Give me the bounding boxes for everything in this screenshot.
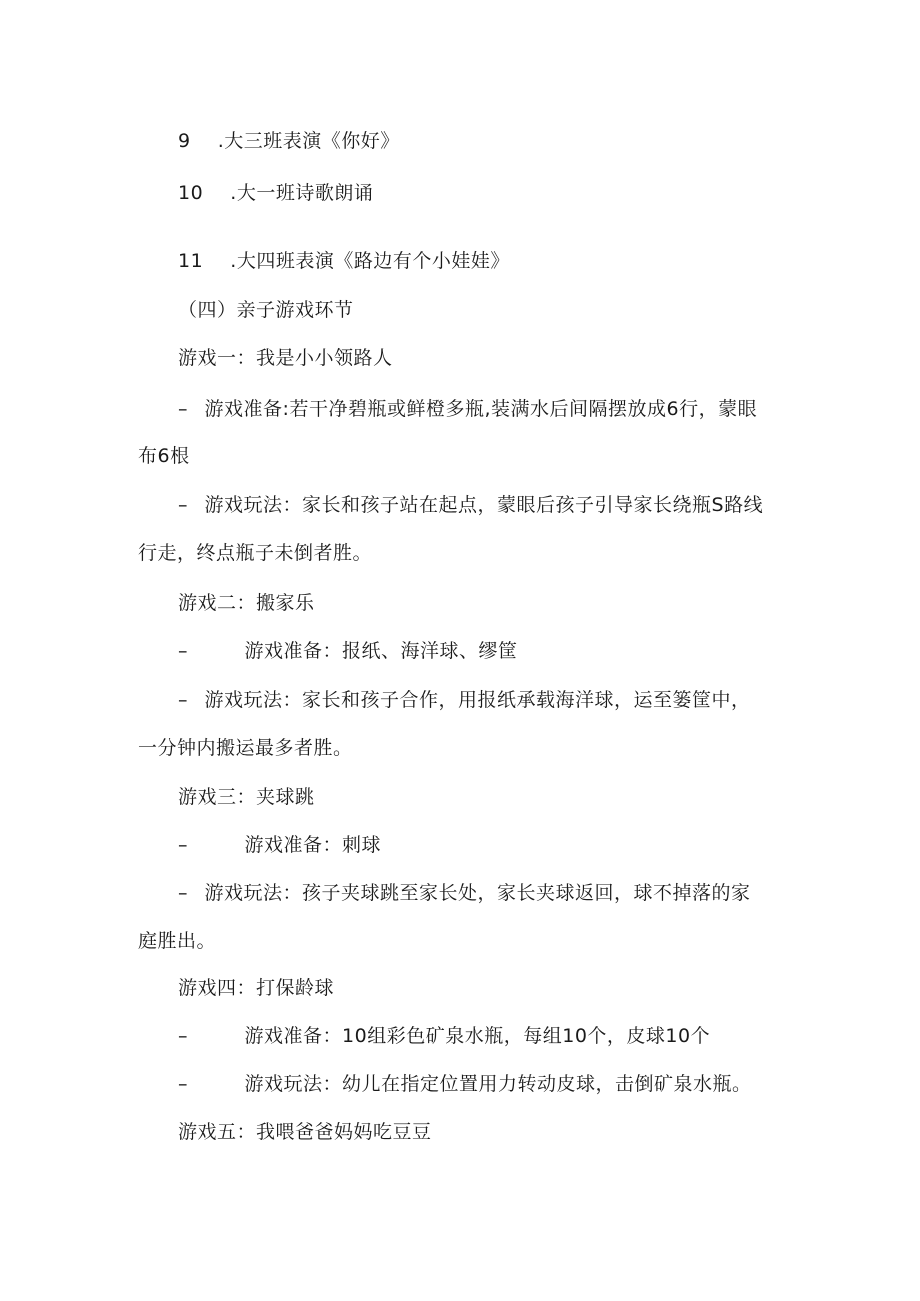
paragraph-text: 游戏准备：10组彩色矿泉水瓶，每组10个，皮球10个 — [244, 1025, 711, 1047]
game-2-play — [178, 687, 751, 713]
game-3-title — [178, 784, 315, 810]
game-title-text: 游戏二：搬家乐 — [178, 592, 315, 614]
bullet-dash: – — [178, 882, 188, 904]
game-3-prep — [178, 832, 381, 858]
program-item-11 — [178, 248, 510, 274]
game-title-text: 游戏一：我是小小领路人 — [178, 347, 393, 369]
paragraph-text: 游戏玩法：家长和孩子站在起点，蒙眼后孩子引导家长绕瓶S路线 — [204, 494, 764, 516]
section-heading-4 — [178, 297, 354, 323]
bullet-dash: – — [178, 398, 188, 420]
paragraph-text: 游戏准备:若干净碧瓶或鲜橙多瓶,装满水后间隔摆放成6行，蒙眼 — [204, 398, 758, 420]
paragraph-text: 一分钟内搬运最多者胜。 — [138, 737, 353, 759]
section-heading-text: （四）亲子游戏环节 — [178, 299, 354, 321]
game-title-text: 游戏三：夹球跳 — [178, 786, 315, 808]
item-text: .大三班表演《你好》 — [217, 130, 400, 152]
paragraph-text: 游戏玩法：幼儿在指定位置用力转动皮球，击倒矿泉水瓶。 — [244, 1073, 752, 1095]
item-text: .大四班表演《路边有个小娃娃》 — [230, 250, 510, 272]
bullet-dash: – — [178, 1073, 188, 1095]
item-number: 9 — [178, 130, 191, 152]
game-1-title — [178, 345, 393, 371]
game-title-text: 游戏四：打保龄球 — [178, 977, 335, 999]
bullet-dash: – — [178, 1025, 188, 1047]
game-1-prep — [178, 396, 757, 422]
paragraph-text: 庭胜出。 — [138, 930, 217, 952]
program-item-10 — [178, 180, 373, 206]
game-1-play — [178, 492, 763, 518]
game-4-title — [178, 975, 334, 1001]
item-number: 10 — [178, 182, 204, 204]
program-item-9 — [178, 128, 400, 154]
paragraph-text: 游戏准备：刺球 — [244, 834, 382, 856]
game-1-play-continued — [138, 540, 372, 566]
game-2-play-continued — [138, 735, 353, 761]
game-2-prep — [178, 638, 518, 664]
game-4-play — [178, 1071, 752, 1097]
game-4-prep — [178, 1023, 710, 1049]
game-title-text: 游戏五：我喂爸爸妈妈吃豆豆 — [178, 1121, 432, 1143]
bullet-dash: – — [178, 640, 188, 662]
paragraph-text: 行走，终点瓶子未倒者胜。 — [138, 542, 373, 564]
game-3-play — [178, 880, 751, 906]
game-5-title — [178, 1119, 432, 1145]
bullet-dash: – — [178, 834, 188, 856]
bullet-dash: – — [178, 689, 188, 711]
bullet-dash: – — [178, 494, 188, 516]
item-text: .大一班诗歌朗诵 — [230, 182, 374, 204]
game-1-prep-continued — [138, 443, 190, 469]
paragraph-text: 布6根 — [138, 445, 190, 467]
paragraph-text: 游戏玩法：孩子夹球跳至家长处，家长夹球返回，球不掉落的家 — [204, 882, 751, 904]
item-number: 11 — [178, 250, 204, 272]
paragraph-text: 游戏玩法：家长和孩子合作，用报纸承载海洋球，运至篓筐中， — [204, 689, 751, 711]
game-3-play-continued — [138, 928, 216, 954]
game-2-title — [178, 590, 315, 616]
paragraph-text: 游戏准备：报纸、海洋球、缪筐 — [244, 640, 518, 662]
